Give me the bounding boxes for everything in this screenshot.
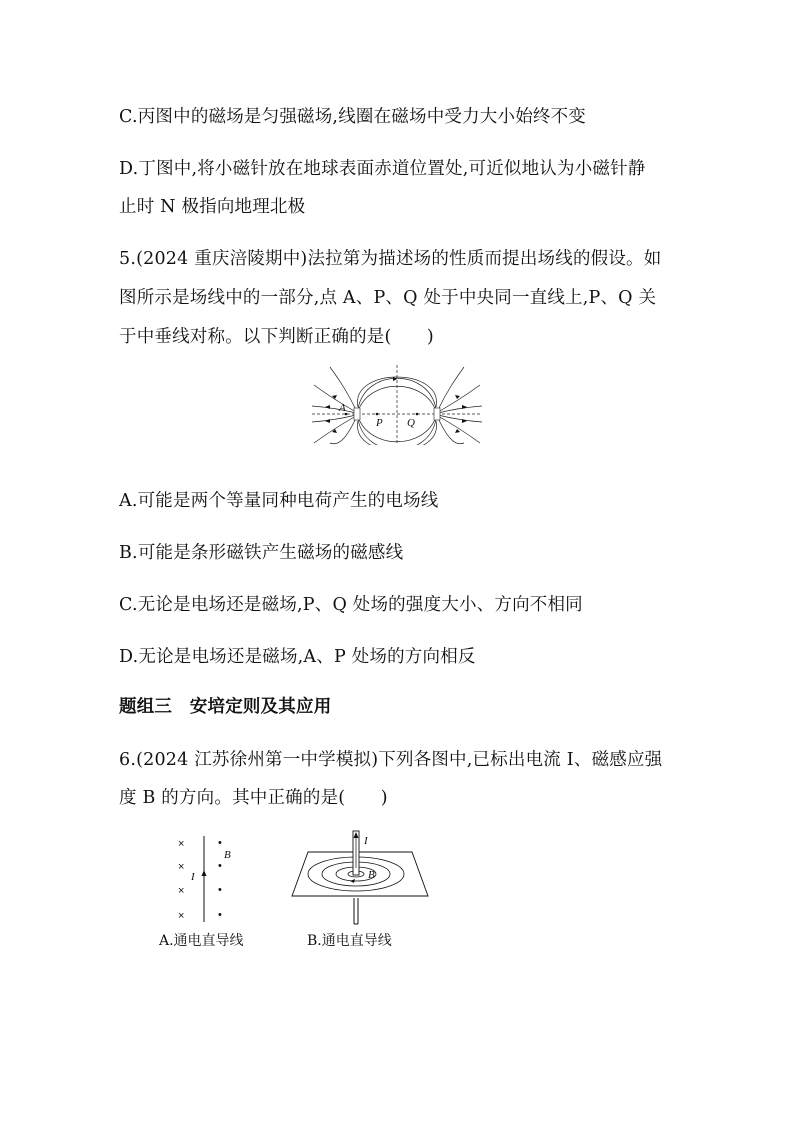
dot-mark: •	[218, 909, 222, 921]
cross-mark: ×	[178, 910, 185, 922]
q5-stem-line1: 5.(2024 重庆涪陵期中)法拉第为描述场的性质而提出场线的假设。如	[119, 249, 662, 269]
q6-stem-line2: 度 B 的方向。其中正确的是( )	[119, 788, 388, 808]
cross-mark: ×	[178, 838, 185, 850]
q6-stem-line1: 6.(2024 江苏徐州第一中学模拟)下列各图中,已标出电流 I、磁感应强	[119, 750, 663, 770]
q4-option-d-line2: 止时 N 极指向地理北极	[119, 197, 306, 217]
current-label: I	[191, 871, 195, 883]
q4-option-d-line1: D.丁图中,将小磁针放在地球表面赤道位置处,可近似地认为小磁针静	[119, 159, 646, 179]
point-a-label: A	[339, 402, 346, 414]
point-q-label: Q	[407, 417, 415, 429]
field-label: B	[368, 869, 375, 881]
dot-mark: •	[218, 884, 222, 896]
section-title: 题组三 安培定则及其应用	[119, 697, 332, 717]
figure-a-straight-wire	[172, 834, 242, 926]
figure-a-caption: A.通电直导线	[159, 933, 244, 949]
q5-option-c: C.无论是电场还是磁场,P、Q 处场的强度大小、方向不相同	[119, 595, 583, 615]
current-label: I	[364, 835, 368, 847]
point-p-label: P	[376, 417, 383, 429]
field-lines-figure	[310, 363, 485, 445]
q5-stem-line3: 于中垂线对称。以下判断正确的是( )	[119, 327, 434, 347]
cross-mark: ×	[178, 861, 185, 873]
q5-option-b: B.可能是条形磁铁产生磁场的磁感线	[119, 543, 404, 563]
dot-mark: •	[218, 860, 222, 872]
figure-b-wire-through-plane	[290, 828, 430, 928]
figure-b-caption: B.通电直导线	[307, 933, 392, 949]
q4-option-c: C.丙图中的磁场是匀强磁场,线圈在磁场中受力大小始终不变	[119, 107, 586, 127]
q5-option-a: A.可能是两个等量同种电荷产生的电场线	[119, 491, 439, 511]
dot-mark: •	[218, 837, 222, 849]
q5-stem-line2: 图所示是场线中的一部分,点 A、P、Q 处于中央同一直线上,P、Q 关	[119, 288, 657, 308]
field-label: B	[224, 849, 231, 861]
cross-mark: ×	[178, 885, 185, 897]
q5-option-d: D.无论是电场还是磁场,A、P 处场的方向相反	[119, 647, 476, 667]
